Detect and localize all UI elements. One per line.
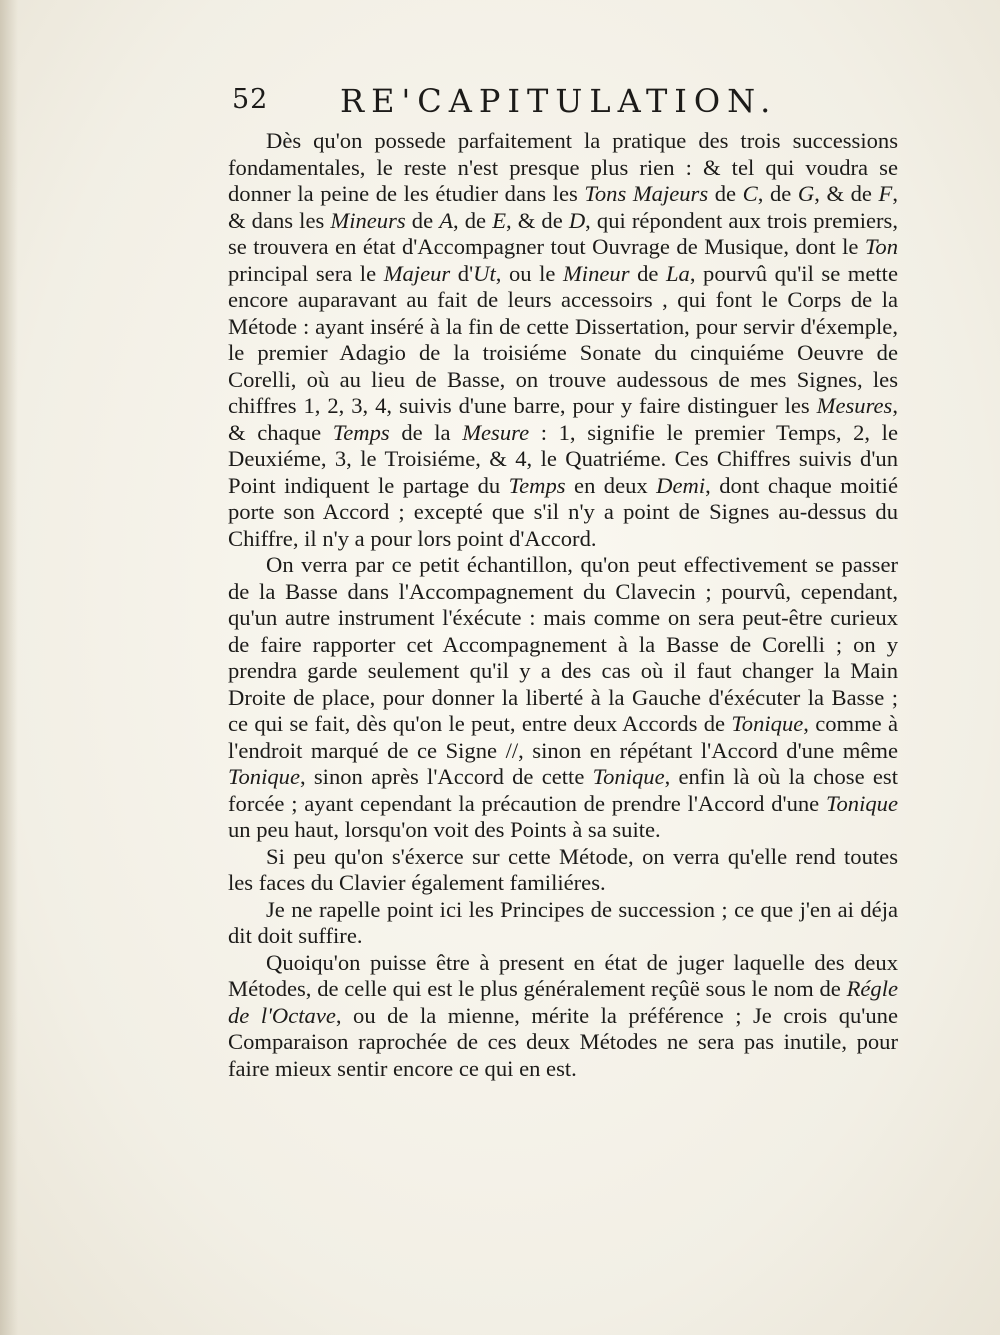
italic-term: Mesure <box>462 419 530 445</box>
italic-term: D <box>568 207 586 233</box>
italic-term: F <box>878 181 893 206</box>
italic-term: Tons Majeurs <box>584 181 709 206</box>
italic-term: Régle de l'Octave <box>228 976 898 1028</box>
italic-term: Temps <box>508 472 566 498</box>
italic-term: La <box>665 260 690 286</box>
italic-term: Tonique <box>228 764 300 789</box>
italic-term: Mesures <box>816 393 893 418</box>
italic-term: A <box>439 207 454 233</box>
italic-term: Majeur <box>383 260 451 286</box>
paragraph-5: Quoiqu'on puisse être à present en état de juger laquelle des deux Métodes, de celle qui est le plus généralement reçûë sous le nom de Régle de l'Octave, ou de la mienne, mérite la préférence ; Je crois qu'une Comparaison raprochée de ces deux Métodes ne sera pas inutile, pour faire mieux sentir encore ce qui en est. <box>228 949 898 1081</box>
body-text <box>228 128 898 1082</box>
chapter-title: RE'CAPITULATION. <box>340 82 778 120</box>
paragraph-3: Si peu qu'on s'éxerce sur cette Métode, on verra qu'elle rend toutes les faces du Clavier également familiéres. <box>228 843 898 895</box>
italic-term: Mineurs <box>330 207 406 233</box>
italic-term: Mineur <box>562 260 630 286</box>
page-number: 52 <box>232 84 269 115</box>
italic-term: Demi <box>656 472 706 498</box>
italic-term: Ut <box>473 260 496 286</box>
italic-term: Tonique <box>826 790 898 816</box>
running-head <box>232 78 900 122</box>
italic-term: E <box>492 207 506 233</box>
paragraph-2: On verra par ce petit échantillon, qu'on peut effectivement se passer de la Basse dans l'Accompagnement du Clavecin ; pourvû, cependant, qu'un autre instrument l'éxécute : mais comme on sera peut-être curieux de faire rapporter cet Accompagnement à la Basse de Corelli ; on y prendra garde seulement qu'il y a des cas où il faut changer la Main Droite de place, pour donner la liberté à la Gauche d'éxécuter la Basse ; ce qui se fait, dès qu'on le peut, entre deux Accords de Tonique, comme à l'endroit marqué de ce Signe //, sinon en répétant l'Accord d'une même Tonique, sinon après l'Accord de cette Tonique, enfin là où la chose est forcée ; ayant cependant la précaution de prendre l'Accord d'une Tonique un peu haut, lorsqu'on voit des Points à sa suite. <box>228 552 898 842</box>
italic-term: C <box>742 181 758 206</box>
paragraph-4: Je ne rapelle point ici les Principes de succession ; ce que j'en ai déja dit doit suffire. <box>228 896 898 948</box>
italic-term: Temps <box>332 419 390 445</box>
italic-term: Tonique <box>731 711 804 736</box>
italic-term: Ton <box>864 234 898 259</box>
italic-term: G <box>797 181 815 206</box>
paragraph-1: Dès qu'on possede parfaitement la pratique des trois successions fondamentales, le reste n'est presque plus rien : & tel qui voudra se donner la peine de les étudier dans les Tons Majeurs de C, de G, & de F, & dans les Mineurs de A, de E, & de D, qui répondent aux trois premiers, se trouvera en état d'Accompagner tout Ouvrage de Musique, dont le Ton principal sera le Majeur d'Ut, ou le Mineur de La, pourvû qu'il se mette encore auparavant au fait de leurs accessoirs , qui font le Corps de la Métode : ayant inséré à la fin de cette Dissertation, pour servir d'éxemple, le premier Adagio de la troisiéme Sonate du cinquiéme Oeuvre de Corelli, où au lieu de Basse, on trouve audessous de mes Signes, les chiffres 1, 2, 3, 4, suivis d'une barre, pour y faire distinguer les Mesures, & chaque Temps de la Mesure : 1, signifie le premier Temps, 2, le Deuxiéme, 3, le Troisiéme, & 4, le Quatriéme. Ces Chiffres suivis d'un Point indiquent le partage du Temps en deux Demi, dont chaque moitié porte son Accord ; excepté que s'il n'y a point de Signes au-dessus du Chiffre, il n'y a pour lors point d'Accord. <box>228 128 899 551</box>
italic-term: Tonique <box>592 764 665 789</box>
